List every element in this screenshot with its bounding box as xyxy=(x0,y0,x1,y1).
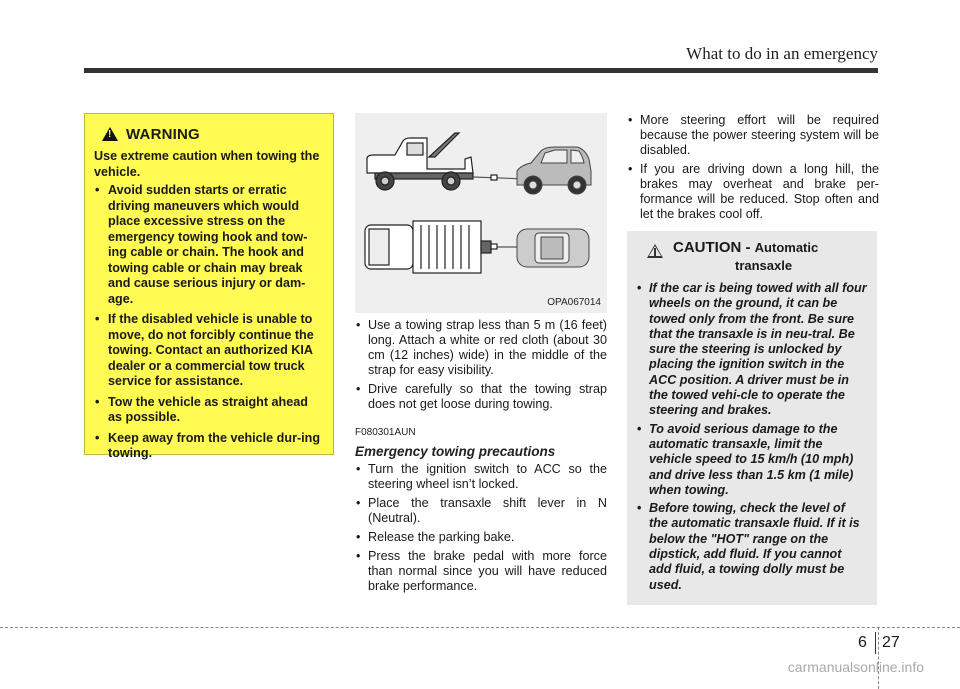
caution-title: CAUTION - xyxy=(673,239,751,256)
caution-triangle-icon xyxy=(647,244,663,258)
list-item: • Release the parking bake. xyxy=(355,530,607,545)
footer-vertical-rule xyxy=(878,627,879,689)
section-title: Emergency towing precautions xyxy=(355,444,556,459)
middle-column xyxy=(355,318,607,598)
caution-box xyxy=(627,231,877,605)
list-item: • Press the brake pedal with more force than normal since you will have reduced brake performance. xyxy=(355,549,607,594)
warning-heading xyxy=(102,123,324,145)
caution-item: • Before towing, check the level of the automatic transaxle fluid. If it is below the "HOT" range on the dipstick, add fluid. If you cannot add fluid, a towing dolly must be used. xyxy=(637,501,867,593)
towing-strap-list xyxy=(355,318,607,412)
watermark: carmanualsonline.info xyxy=(787,659,924,675)
towing-diagram xyxy=(355,113,607,313)
warning-list xyxy=(94,183,324,462)
tow-truck-side-view xyxy=(367,133,527,190)
warning-item: • If the disabled vehicle is unable to move, do not forcibly continue the towing. Contact an authorized KIA dealer or a commercial tow truck service for assistance. xyxy=(94,312,324,390)
caution-subtitle-line2: transaxle xyxy=(735,258,793,273)
towing-illustration xyxy=(355,113,607,313)
list-item: • If you are driving down a long hill, the brakes may overheat and brake per-formance will be reduced. Stop often and let the brakes cool off. xyxy=(627,162,879,222)
list-item: • Turn the ignition switch to ACC so the steering wheel isn’t locked. xyxy=(355,462,607,492)
page-separator xyxy=(875,632,876,654)
caution-item: • To avoid serious damage to the automatic transaxle, limit the vehicle speed to 15 km/h (10 mph) and drive less than 1.5 km (1 mile) when towing. xyxy=(637,422,867,498)
warning-item: • Avoid sudden starts or erratic driving maneuvers which would place excessive stress on the emergency towing hook and tow-ing cable or chain. The hook and towing cable or chain may break and cause serious injury or dam-age. xyxy=(94,183,324,307)
caution-heading xyxy=(647,239,867,275)
chapter-header-title: What to do in an emergency xyxy=(686,44,878,63)
towed-car-top-view xyxy=(517,229,589,267)
precautions-list xyxy=(355,462,607,594)
chapter-number: 6 xyxy=(858,634,867,651)
footer-rule xyxy=(0,627,960,628)
warning-item: • Keep away from the vehicle dur-ing towing. xyxy=(94,431,324,462)
caution-item: • If the car is being towed with all four wheels on the ground, it can be towed only from the front. Be sure that the transaxle is in neu-tral. Be sure the steering is unlocked by placing the ignition switch in the ACC position. A driver must be in the towed vehi-cle to operate the steering and brakes. xyxy=(637,281,867,419)
section-code: F080301AUN xyxy=(355,427,416,438)
warning-intro: Use extreme caution when towing the vehicle. xyxy=(94,149,320,179)
list-item: • Use a towing strap less than 5 m (16 feet) long. Attach a white or red cloth (about 30 cm (12 inches) wide) in the middle of the strap for easy visibility. xyxy=(355,318,607,378)
list-item: • More steering effort will be required because the power steering system will be disabled. xyxy=(627,113,879,158)
steering-list xyxy=(627,113,879,222)
towed-car-side-view xyxy=(517,147,591,194)
list-item: • Place the transaxle shift lever in N (Neutral). xyxy=(355,496,607,526)
warning-title: WARNING xyxy=(126,125,200,143)
caution-list xyxy=(637,281,867,593)
page-number: 27 xyxy=(882,634,900,651)
header-rule xyxy=(84,68,878,73)
right-column xyxy=(627,113,879,226)
warning-item: • Tow the vehicle as straight ahead as possible. xyxy=(94,395,324,426)
warning-triangle-icon xyxy=(102,127,118,141)
illustration-code: OPA067014 xyxy=(547,297,601,308)
tow-truck-top-view xyxy=(365,221,517,273)
list-item: • Drive carefully so that the towing strap does not get loose during towing. xyxy=(355,382,607,412)
warning-box xyxy=(84,113,334,460)
caution-subtitle: Automatic xyxy=(754,240,819,255)
